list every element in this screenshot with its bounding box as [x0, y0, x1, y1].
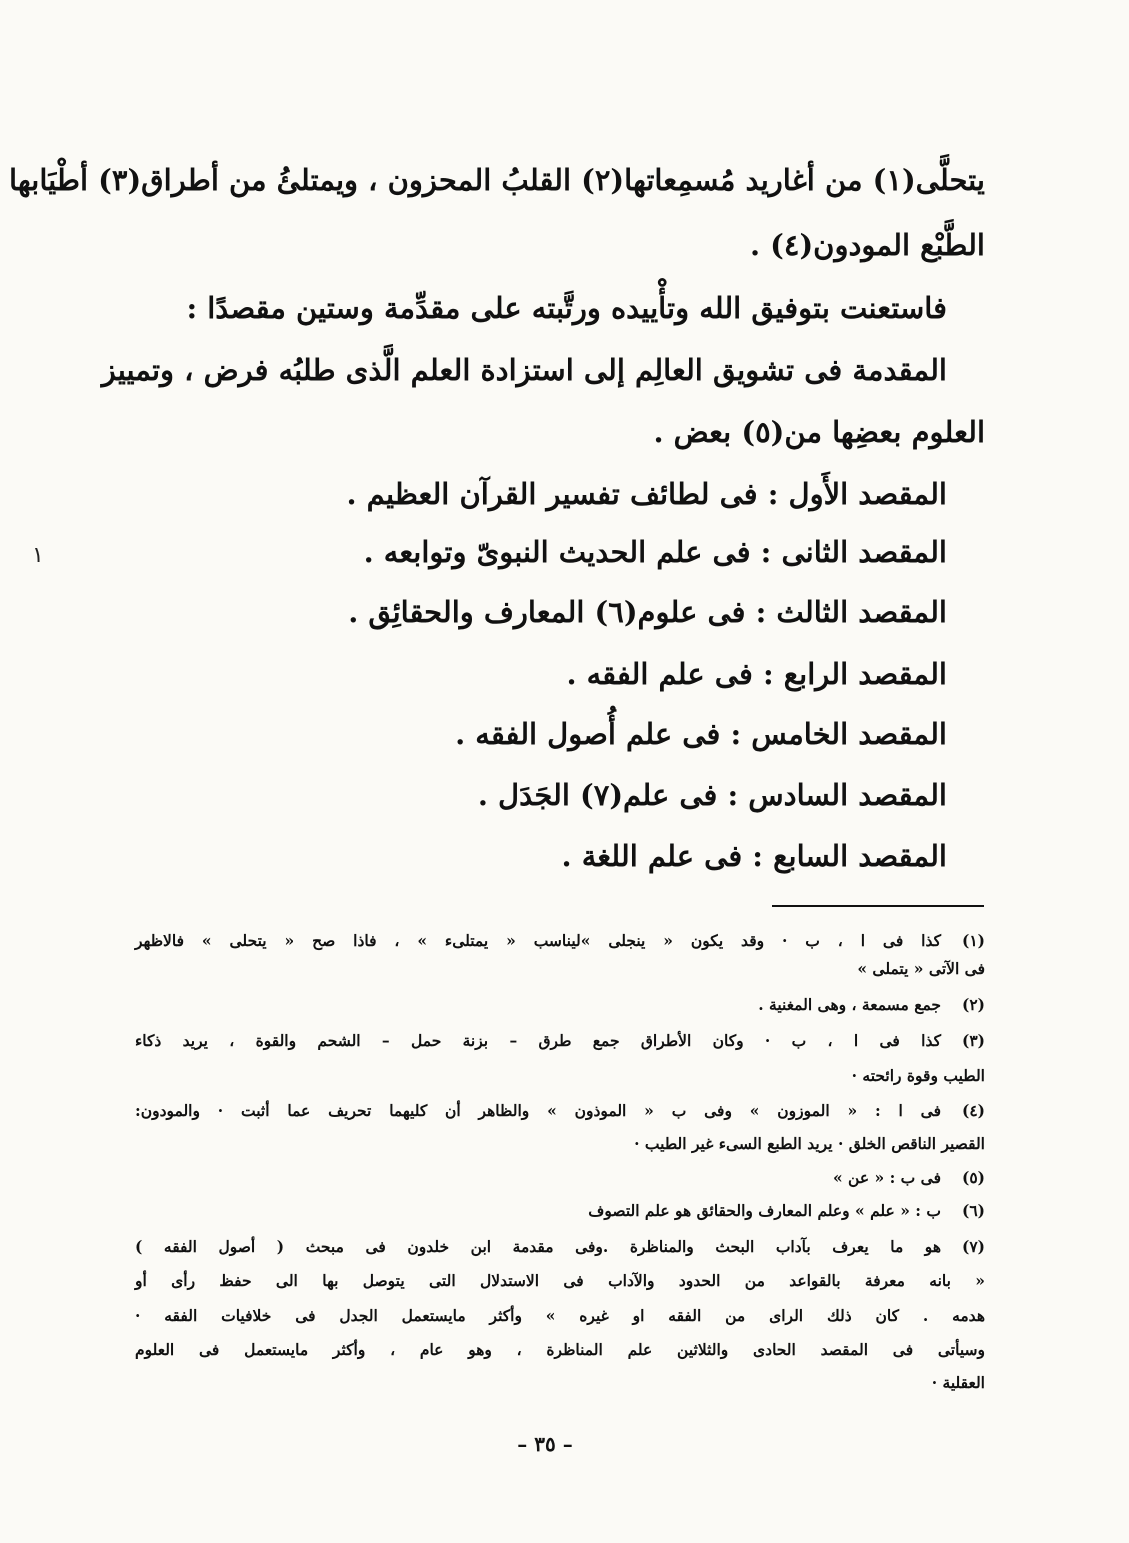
maqsad-3: المقصد الثالث : فى علوم(٦) المعارف والحقائِق . [348, 595, 947, 629]
footnote-line [135, 1200, 985, 1222]
body-line-1: يتحلَّى(١) من أغاريد مُسمِعاتها(٢) القلبُ المحزون ، ويمتلئُ من أطراق(٣) أطْيَابها [9, 163, 985, 197]
footnote-line [135, 1236, 985, 1258]
margin-mark: ١ [32, 543, 44, 568]
footnote-text: « بانه معرفة بالقواعد من الحدود والآداب فى الاستدلال التى يتوصل بها الى حفظ رأى أو [135, 1271, 985, 1290]
footnote-line [135, 1100, 985, 1122]
body-line-5: العلوم بعضِها من(٥) بعض . [653, 415, 985, 449]
footnote-line [135, 1167, 985, 1189]
footnote-text: هدمه . كان ذلك الراى من الفقه او غيره » وأكثر مايستعمل الجدل فى خلافيات الفقه · [135, 1306, 985, 1325]
footnote-number: (١) [961, 931, 985, 950]
footnote-text: العقلية · [931, 1373, 985, 1392]
footnote-text: هو ما يعرف بآداب البحث والمناظرة .وفى مقدمة ابن خلدون فى مبحث ( أصول الفقه ) [135, 1237, 941, 1256]
footnote-text: كذا فى ا ، ب · وقد يكون « ينجلى »ليناسب « يمتلىء » ، فاذا صح « يتحلى » فالاظهر [135, 931, 941, 950]
footnote-line [135, 1030, 985, 1052]
footnote-divider [772, 905, 984, 907]
footnote-number: (٤) [961, 1101, 985, 1120]
footnote-text: فى ب : « عن » [832, 1168, 941, 1187]
maqsad-5: المقصد الخامس : فى علم أُصول الفقه . [455, 717, 947, 751]
footnote-line [135, 958, 985, 980]
maqsad-6: المقصد السادس : فى علم(٧) الجَدَل . [477, 778, 947, 812]
footnote-number: (٢) [961, 995, 985, 1014]
page-number: – ٣٥ – [517, 1432, 573, 1456]
footnote-number: (٦) [961, 1201, 985, 1220]
footnote-text: جمع مسمعة ، وهى المغنية . [758, 995, 941, 1014]
body-line-4: المقدمة فى تشويق العالِم إلى استزادة العلم الَّذى طلبُه فرض ، وتمييز [101, 353, 947, 387]
footnote-number: (٥) [961, 1168, 985, 1187]
footnote-text: وسيأتى فى المقصد الحادى والثلاثين علم المناظرة ، وهو عام ، وأكثر مايستعمل فى العلوم [135, 1340, 985, 1359]
footnote-number: (٧) [961, 1237, 985, 1256]
footnote-line [135, 1339, 985, 1361]
main-text [9, 0, 985, 900]
maqsad-4: المقصد الرابع : فى علم الفقه . [566, 657, 947, 691]
footnote-number: (٣) [961, 1031, 985, 1050]
footnote-text: القصير الناقص الخلق · يريد الطبع السىء غير الطيب · [634, 1134, 985, 1153]
footnote-text: فى الآتى « يتملى » [857, 959, 985, 978]
maqsad-7: المقصد السابع : فى علم اللغة . [561, 839, 947, 873]
footnote-text: فى ا : « الموزون » وفى ب « الموذون » والظاهر أن كليهما تحريف عما أثبت · والمودون: [135, 1101, 941, 1120]
footnote-line [135, 1270, 985, 1292]
footnote-line [135, 1305, 985, 1327]
footnote-text: كذا فى ا ، ب · وكان الأطراق جمع طرق – بزنة حمل – الشحم والقوة ، يريد ذكاء [135, 1031, 941, 1050]
footnote-text: الطيب وقوة رائحته · [851, 1066, 985, 1085]
body-line-3: فاستعنت بتوفيق الله وتأْييده ورتَّبته على مقدِّمة وستين مقصدًا : [186, 291, 947, 325]
footnote-line [135, 994, 985, 1016]
body-line-2: الطَّبْع المودون(٤) . [749, 228, 985, 262]
footnote-line [135, 1133, 985, 1155]
footnote-text: ب : « علم » وعلم المعارف والحقائق هو علم التصوف [588, 1201, 941, 1220]
footnote-line [135, 1065, 985, 1087]
maqsad-2: المقصد الثانى : فى علم الحديث النبوىّ وتوابعه . [363, 535, 947, 569]
footnote-line [135, 1372, 985, 1394]
footnote-line [135, 930, 985, 952]
maqsad-1: المقصد الأَول : فى لطائف تفسير القرآن العظيم . [346, 477, 947, 511]
